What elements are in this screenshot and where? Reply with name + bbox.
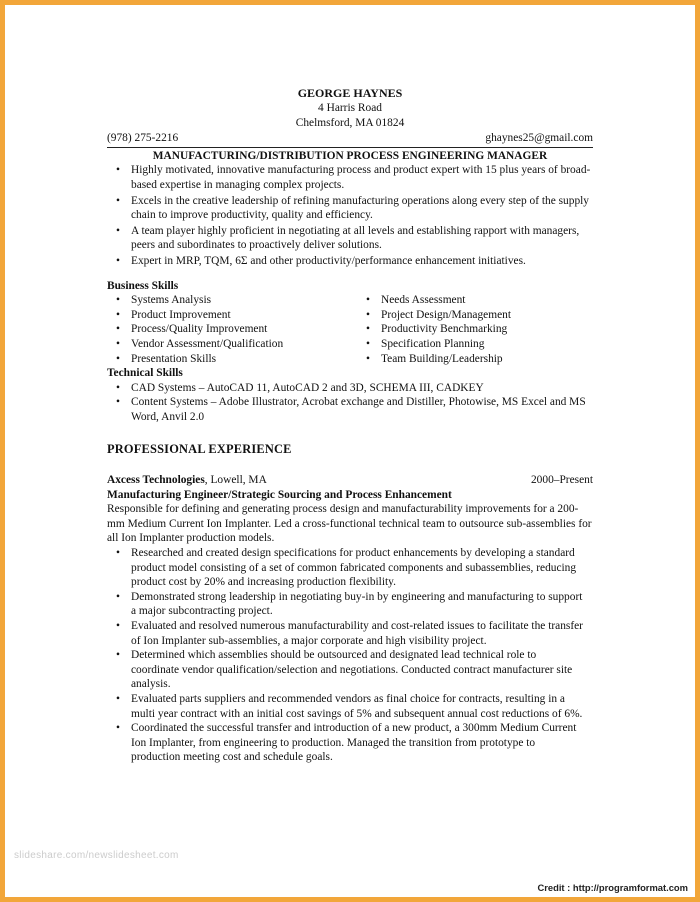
skill-item: • Needs Assessment — [357, 293, 593, 308]
skill-item: • Product Improvement — [107, 308, 357, 323]
skill-item: • Productivity Benchmarking — [357, 322, 593, 337]
tech-skill-item: • CAD Systems – AutoCAD 11, AutoCAD 2 and 3D, SCHEMA III, CADKEY — [107, 381, 593, 396]
address-line-1: 4 Harris Road — [318, 102, 382, 114]
summary-item: • A team player highly proficient in negotiating at all levels and establishing rapport with managers, peers and subordinates to proactively deliver solutions. — [107, 224, 593, 253]
job-description: Responsible for defining and generating process design and manufacturability improvements for a 200-mm Medium Current Ion Implanter. Led a cross-functional technical team to outsource sub-assemblies for all Ion Implanter production models. — [107, 503, 592, 545]
summary-item: • Highly motivated, innovative manufacturing process and product expert with 15 plus years of broad-based expertise in managing complex projects. — [107, 163, 593, 192]
tech-skill-item: • Content Systems – Adobe Illustrator, Acrobat exchange and Distiller, Photowise, MS Excel and MS Word, Anvil 2.0 — [107, 395, 593, 424]
job-bullet: • Determined which assemblies should be outsourced and designated lead technical role to coordinate vendor qualification/selection and negotiations. Conducted contract manufacturer site analysis. — [107, 648, 583, 692]
job-bullet: • Evaluated parts suppliers and recommended vendors as final choice for contracts, resulting in a multi year contract with an initial cost savings of 5% and subsequent annual cost reductions of 6%. — [107, 692, 583, 721]
business-skills-col2 — [357, 293, 593, 366]
contact-row — [107, 131, 593, 146]
header-rule — [107, 147, 593, 148]
job-header — [107, 473, 593, 488]
skill-item: • Systems Analysis — [107, 293, 357, 308]
job-dates: 2000–Present — [530, 474, 593, 487]
company-location: , Lowell, MA — [204, 474, 267, 487]
skill-item: • Process/Quality Improvement — [107, 322, 357, 337]
job-bullets — [107, 546, 593, 765]
job-role: Manufacturing Engineer/Strategic Sourcing and Process Enhancement — [107, 488, 452, 501]
job-title: MANUFACTURING/DISTRIBUTION PROCESS ENGINEERING MANAGER — [152, 149, 548, 162]
phone: (978) 275-2216 — [107, 132, 179, 145]
job-bullet: • Evaluated and resolved numerous manufacturability and cost-related issues to facilitate the transfer of Ion Implanter sub-assemblies, a major corporate and high visibility project. — [107, 619, 583, 648]
business-skills-grid — [107, 293, 593, 366]
faint-watermark: slideshare.com/newslidesheet.com — [14, 850, 179, 861]
skill-item: • Project Design/Management — [357, 308, 593, 323]
candidate-name: GEORGE HAYNES — [297, 86, 403, 100]
summary-item: • Excels in the creative leadership of refining manufacturing operations along every step of the supply chain to improve productivity, quality and efficiency. — [107, 194, 593, 223]
email: ghaynes25@gmail.com — [485, 132, 593, 145]
skill-item: • Team Building/Leadership — [357, 352, 593, 367]
skill-item: • Vendor Assessment/Qualification — [107, 337, 357, 352]
resume-page — [107, 86, 593, 765]
credit-text: Credit : http://programformat.com — [537, 882, 688, 893]
job-bullet: • Demonstrated strong leadership in negotiating buy-in by engineering and manufacturing to support a major subcontracting project. — [107, 590, 583, 619]
technical-skills-heading: Technical Skills — [107, 367, 183, 380]
summary-list — [107, 163, 593, 268]
business-skills-col1 — [107, 293, 357, 366]
technical-skills-list — [107, 381, 593, 425]
company-name: Axcess Technologies — [107, 474, 205, 487]
job-bullet: • Researched and created design specifications for product enhancements by developing a standard product model consisting of a set of common fabricated components and subassemblies, reducing product cost by 20% and increasing production flexibility. — [107, 546, 583, 590]
address-line-2: Chelmsford, MA 01824 — [295, 116, 405, 129]
business-skills-heading: Business Skills — [107, 279, 179, 292]
experience-heading: PROFESSIONAL EXPERIENCE — [107, 442, 292, 457]
job-bullet: • Coordinated the successful transfer and introduction of a new product, a 300mm Medium Current Ion Implanter, from engineering to production. Managed the transition from prototype to production meeting cost and schedule goals. — [107, 721, 583, 765]
skill-item: • Specification Planning — [357, 337, 593, 352]
summary-item: • Expert in MRP, TQM, 6Σ and other productivity/performance enhancement initiatives. — [107, 254, 593, 269]
skill-item: • Presentation Skills — [107, 352, 357, 367]
company-line — [107, 473, 267, 488]
